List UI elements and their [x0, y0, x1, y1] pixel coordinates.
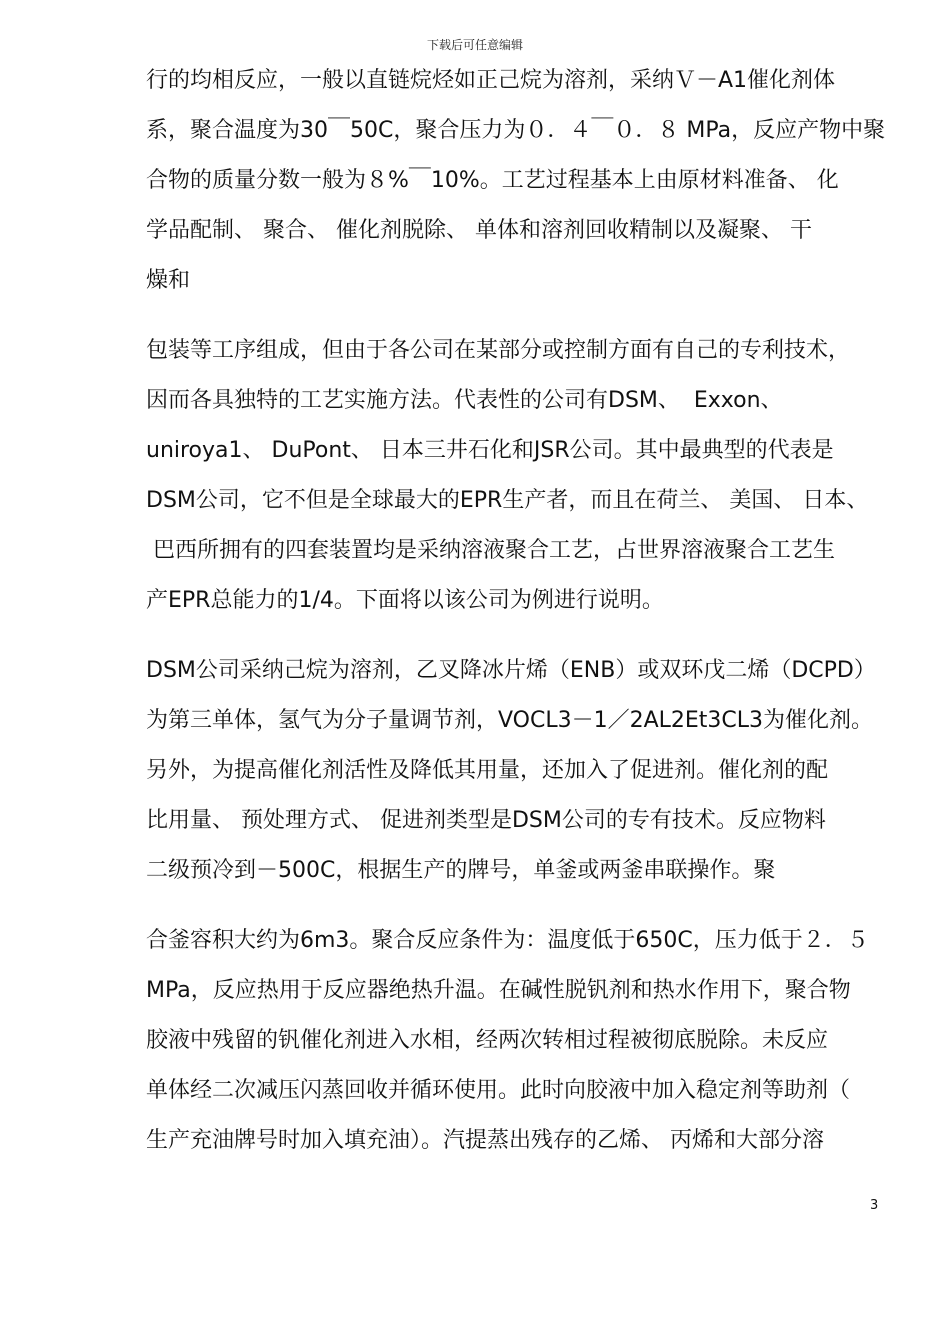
page-header: 下载后可任意编辑 [426, 38, 523, 52]
text-line: MPa，反应热用于反应器绝热升温。在碱性脱钒剂和热水作用下，聚合物 [146, 978, 851, 1003]
text-line: uniroya1、 DuPont、 日本三井石化和JSR公司。其中最典型的代表是 [146, 438, 834, 463]
text-line: 合釜容积大约为6m3。聚合反应条件为：温度低于650C，压力低于２．５ [146, 928, 869, 953]
text-line: 包装等工序组成，但由于各公司在某部分或控制方面有自己的专利技术， [146, 338, 851, 363]
text-line: DSM公司，它不但是全球最大的EPR生产者，而且在荷兰、 美国、 日本、 [146, 488, 869, 513]
paragraph-4 [146, 916, 906, 1166]
text-line: 因而各具独特的工艺实施方法。代表性的公司有DSM、 Exxon、 [146, 388, 783, 413]
text-line: 比用量、 预处理方式、 促进剂类型是DSM公司的专有技术。反应物料 [146, 808, 826, 833]
text-line: 系，聚合温度为30￣50C，聚合压力为０．４￣０．８ MPa，反应产物中聚 [146, 118, 886, 143]
text-line: 生产充油牌号时加入填充油）。汽提蒸出残存的乙烯、 丙烯和大部分溶 [146, 1128, 824, 1153]
text-line: 燥和 [146, 268, 191, 293]
text-line: DSM公司采纳己烷为溶剂，乙叉降冰片烯（ENB）或双环戊二烯（DCPD） [146, 658, 876, 683]
paragraph-1 [146, 56, 906, 306]
document-body [146, 56, 906, 1186]
text-line: 单体经二次减压闪蒸回收并循环使用。此时向胶液中加入稳定剂等助剂（ [146, 1078, 851, 1103]
text-line: 二级预冷到－500C，根据生产的牌号，单釜或两釜串联操作。聚 [146, 858, 776, 883]
text-line: 为第三单体，氢气为分子量调节剂，VOCL3－1／2AL2Et3CL3为催化剂。 [146, 708, 874, 733]
text-line: 产EPR总能力的1/4。下面将以该公司为例进行说明。 [146, 588, 664, 613]
paragraph-2 [146, 326, 906, 626]
text-line: 巴西所拥有的四套装置均是采纳溶液聚合工艺，占世界溶液聚合工艺生 [146, 538, 835, 563]
text-line: 学品配制、 聚合、 催化剂脱除、 单体和溶剂回收精制以及凝聚、 干 [146, 218, 812, 243]
paragraph-3 [146, 646, 906, 896]
page-number: 3 [870, 1198, 879, 1213]
text-line: 胶液中残留的钒催化剂进入水相，经两次转相过程被彻底脱除。未反应 [146, 1028, 829, 1053]
text-line: 行的均相反应，一般以直链烷烃如正己烷为溶剂，采纳Ｖ－A1催化剂体 [146, 68, 836, 93]
text-line: 合物的质量分数一般为８%￣10%。工艺过程基本上由原材料准备、 化 [146, 168, 839, 193]
text-line: 另外，为提高催化剂活性及降低其用量，还加入了促进剂。催化剂的配 [146, 758, 829, 783]
